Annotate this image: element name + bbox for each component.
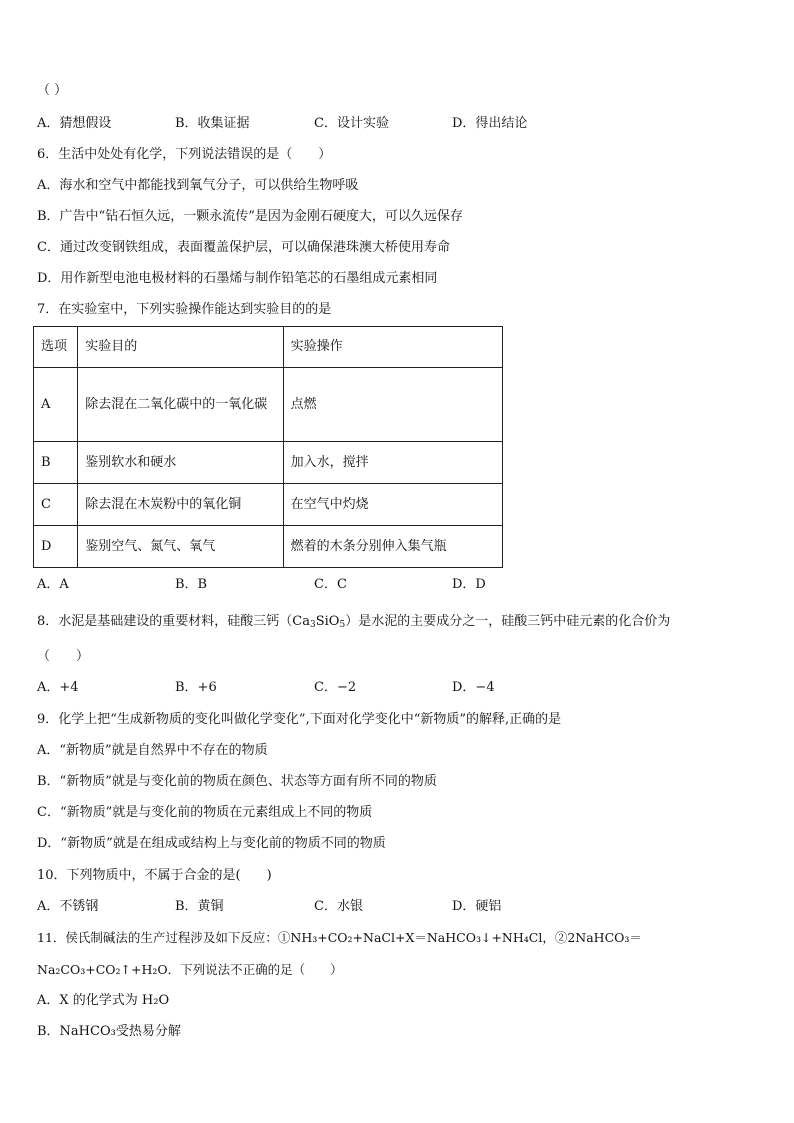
q5-option-b: B．收集证据 (175, 116, 250, 131)
q11-stem-line2: Na₂CO₃+CO₂↑+H₂O．下列说法不正确的足（ ） (37, 962, 343, 977)
q7-option-a: A．A (37, 577, 69, 592)
table-cell: D (34, 526, 78, 568)
q10-option-d: D．硬铝 (452, 899, 502, 914)
q8-option-a: A．+4 (37, 680, 79, 695)
q6-stem: 6．生活中处处有化学，下列说法错误的是（ ） (37, 147, 332, 162)
q6-option-b: B．广告中“钻石恒久远，一颗永流传”是因为金刚石硬度大，可以久远保存 (37, 209, 463, 224)
table-row (34, 526, 503, 568)
q10-option-b: B．黄铜 (175, 899, 224, 914)
table-cell: 鉴别软水和硬水 (78, 442, 283, 484)
q9-option-d: D．“新物质”就是在组成或结构上与变化前的物质不同的物质 (37, 836, 386, 851)
q11-stem-line1: 11．侯氏制碱法的生产过程涉及如下反应：①NH₃+CO₂+NaCl+X＝NaHCO₃↓+NH₄Cl，②2NaHCO₃＝ (37, 930, 642, 945)
q11-option-b: B．NaHCO₃受热易分解 (37, 1024, 181, 1039)
q8-stem (37, 614, 670, 630)
q9-option-a: A．“新物质”就是自然界中不存在的物质 (37, 743, 268, 758)
table-cell: 在空气中灼烧 (283, 484, 502, 526)
q5-option-a: A．猜想假设 (37, 116, 112, 131)
table-header-cell: 实验操作 (283, 327, 502, 368)
table-row (34, 368, 503, 442)
table-cell: 点燃 (283, 368, 502, 442)
q7-option-c: C．C (314, 577, 347, 592)
table-cell: C (34, 484, 78, 526)
q9-stem: 9．化学上把“生成新物质的变化叫做化学变化”,下面对化学变化中“新物质”的解释,正确的是 (37, 712, 562, 727)
table-header-cell: 实验目的 (78, 327, 283, 368)
table-cell: 鉴别空气、氮气、氧气 (78, 526, 283, 568)
table-cell: B (34, 442, 78, 484)
q5-bracket: （ ） (37, 83, 68, 98)
table-cell: 除去混在木炭粉中的氧化铜 (78, 484, 283, 526)
q9-option-b: B．“新物质”就是与变化前的物质在颜色、状态等方面有所不同的物质 (37, 774, 437, 789)
q6-option-a: A．海水和空气中都能找到氧气分子，可以供给生物呼吸 (37, 178, 359, 193)
table-header-row (34, 327, 503, 368)
q8-bracket: （ ） (37, 649, 90, 664)
q9-option-c: C．“新物质”就是与变化前的物质在元素组成上不同的物质 (37, 805, 373, 820)
table-cell: 燃着的木条分别伸入集气瓶 (283, 526, 502, 568)
table-row (34, 484, 503, 526)
q5-option-c: C．设计实验 (314, 116, 389, 131)
q6-option-c: C．通过改变钢铁组成，表面覆盖保护层，可以确保港珠澳大桥使用寿命 (37, 240, 450, 255)
q8-option-b: B．+6 (175, 680, 217, 695)
q7-option-b: B．B (175, 577, 208, 592)
table-cell: A (34, 368, 78, 442)
q8-formula-si-sub: 5 (339, 620, 346, 630)
q7-experiment-table (33, 326, 503, 568)
q11-option-a: A．X 的化学式为 H₂O (37, 993, 170, 1008)
table-cell: 加入水，搅拌 (283, 442, 502, 484)
q8-formula-ca: Ca (292, 614, 310, 629)
q8-stem-before: 8．水泥是基础建设的重要材料，硅酸三钙（ (37, 614, 293, 629)
q7-stem: 7．在实验室中，下列实验操作能达到实验目的的是 (37, 302, 332, 317)
q8-formula-si: SiO (315, 614, 340, 629)
q7-option-d: D．D (452, 577, 486, 592)
table-row (34, 442, 503, 484)
q6-option-d: D．用作新型电池电极材料的石墨烯与制作铅笔芯的石墨组成元素相同 (37, 271, 438, 286)
table-cell: 除去混在二氧化碳中的一氧化碳 (78, 368, 283, 442)
q8-formula-ca-sub: 3 (309, 620, 316, 630)
q5-option-d: D．得出结论 (452, 116, 528, 131)
q10-option-c: C．水银 (314, 899, 363, 914)
q8-formula (292, 614, 345, 629)
q8-option-d: D．−4 (452, 680, 495, 695)
q8-stem-after: ）是水泥的主要成分之一，硅酸三钙中硅元素的化合价为 (345, 614, 671, 629)
q10-stem: 10．下列物质中，不属于合金的是( ) (37, 868, 272, 883)
q8-option-c: C．−2 (314, 680, 357, 695)
table-header-cell: 选项 (34, 327, 78, 368)
q10-option-a: A．不锈钢 (37, 899, 99, 914)
